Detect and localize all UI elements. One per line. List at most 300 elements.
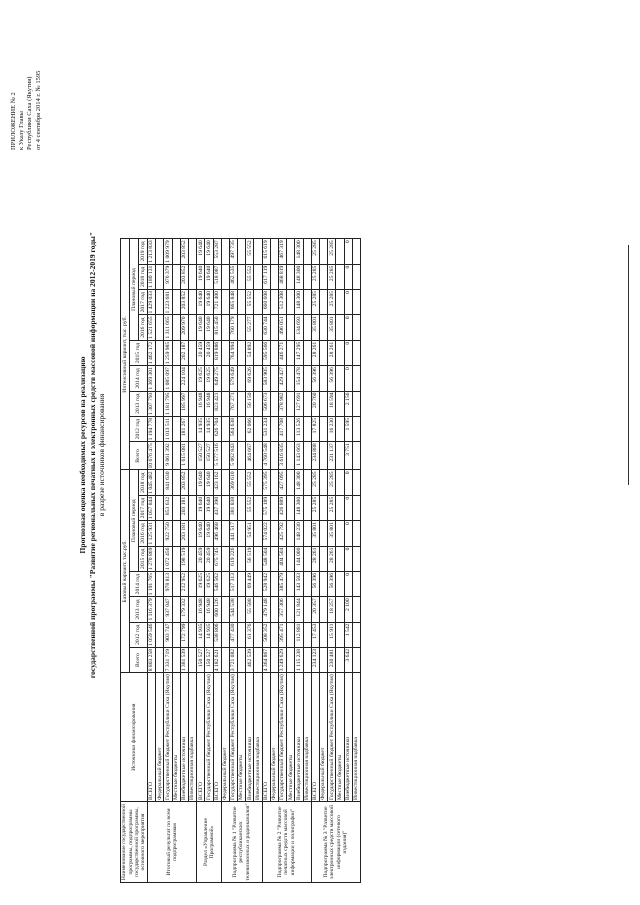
base-value-cell: 0: [344, 546, 352, 571]
intensive-value-cell: 462 535: [229, 264, 237, 289]
base-value-cell: [270, 470, 278, 495]
base-value-cell: [352, 521, 360, 546]
base-value-cell: 121 844: [295, 597, 303, 622]
year-header: 2018 год: [139, 264, 148, 289]
year-header: 2012 год: [130, 622, 148, 647]
base-value-cell: 528 942: [262, 572, 270, 597]
base-value-cell: 203 181: [180, 521, 188, 546]
intensive-value-cell: 518 087: [213, 264, 221, 289]
intensive-value-cell: [188, 442, 196, 470]
intensive-value-cell: [270, 366, 278, 391]
base-value-cell: [287, 572, 295, 597]
source-cell: Федеральный бюджет: [319, 673, 327, 802]
intensive-value-cell: 0: [344, 264, 352, 289]
intensive-value-cell: [221, 340, 229, 365]
intensive-value-cell: 1 180 131: [148, 265, 155, 289]
base-value-cell: 538 806: [213, 622, 221, 647]
intensive-value-cell: [238, 239, 246, 264]
table-row: [319, 239, 327, 883]
base-value-cell: [319, 546, 327, 571]
intensive-value-cell: 19 640: [197, 315, 205, 340]
intensive-value-cell: 583 905: [262, 366, 270, 391]
table-row: [197, 239, 205, 883]
base-value-cell: 575 395: [262, 470, 270, 495]
base-value-cell: [172, 597, 180, 622]
table-row: [205, 239, 213, 883]
base-value-cell: [156, 572, 164, 597]
base-value-cell: 148 230: [295, 521, 303, 546]
base-value-cell: [303, 572, 311, 597]
base-value-cell: 0: [344, 521, 352, 546]
intensive-value-cell: [303, 416, 311, 441]
base-value-cell: [319, 622, 327, 647]
intensive-value-cell: [319, 290, 327, 315]
base-value-cell: 441 517: [229, 521, 237, 546]
source-cell: Инвестиционная надбавка: [188, 673, 196, 802]
base-value-cell: [188, 470, 196, 495]
table-body: [148, 239, 361, 883]
year-header: 2018 год: [139, 470, 148, 495]
base-value-cell: 203 181: [180, 495, 188, 520]
intensive-value-cell: 660 608: [262, 290, 270, 315]
base-value-cell: 35 801: [311, 521, 319, 546]
intensive-value-cell: [188, 340, 196, 365]
base-value-cell: 198 519: [180, 546, 188, 571]
base-value-cell: 381 838: [229, 495, 237, 520]
base-value-cell: 1 072 456: [164, 547, 171, 570]
title-line-3: в разрезе источников финансирования: [97, 393, 106, 517]
intensive-value-cell: 35 801: [328, 315, 336, 340]
intensive-value-cell: 181 267: [180, 416, 188, 441]
intensive-value-cell: [336, 442, 344, 470]
intensive-value-cell: 148 300: [295, 239, 303, 264]
intensive-value-cell: [352, 416, 360, 441]
plan-period-header: Плановый период: [130, 470, 139, 572]
intensive-value-cell: 28 261: [328, 340, 336, 365]
intensive-value-cell: 150 527: [205, 442, 213, 470]
base-value-cell: [238, 470, 246, 495]
intensive-value-cell: 19 640: [205, 315, 213, 340]
intensive-value-cell: 20 459: [205, 340, 213, 365]
intensive-value-cell: [352, 239, 360, 264]
intensive-value-cell: [238, 290, 246, 315]
intensive-value-cell: 649 275: [213, 366, 221, 391]
base-value-cell: 841 630: [164, 470, 172, 495]
base-value-cell: [254, 647, 262, 672]
intensive-value-cell: [270, 340, 278, 365]
intensive-value-cell: 19 640: [205, 239, 213, 264]
base-value-cell: 404 504: [279, 546, 287, 571]
program-name-cell: Подпрограмма № 3 "Развитие электронных средств массовой информации (сетевого издания)": [311, 802, 360, 883]
base-value-cell: 546 562: [213, 572, 221, 597]
base-value-cell: 937 047: [164, 597, 172, 622]
intensive-value-cell: 1 259 985: [164, 341, 171, 365]
base-value-cell: 112 881: [295, 622, 303, 647]
year-header: 2017 год: [139, 290, 148, 315]
base-value-cell: [221, 597, 229, 622]
source-cell: Государственный бюджет Республики Саха (Якутия): [230, 674, 237, 800]
intensive-value-cell: [270, 264, 278, 289]
base-value-cell: 4 182 621: [213, 648, 220, 672]
intensive-value-cell: 25 285: [311, 290, 319, 315]
intensive-value-cell: [172, 442, 180, 470]
intensive-value-cell: 468 819: [279, 264, 287, 289]
intensive-value-cell: [221, 442, 229, 470]
intensive-value-cell: [254, 264, 262, 289]
base-value-cell: 423 162: [213, 470, 221, 495]
intensive-value-cell: [336, 416, 344, 441]
intensive-value-cell: [352, 442, 360, 470]
table-row: [270, 239, 278, 883]
intensive-value-cell: 55 552: [246, 239, 254, 264]
base-value-cell: 2 100: [344, 597, 352, 622]
intensive-value-cell: [352, 340, 360, 365]
intensive-value-cell: [336, 340, 344, 365]
intensive-value-cell: 56 396: [311, 366, 319, 391]
base-value-cell: [319, 470, 327, 495]
base-value-cell: 1 191 765: [148, 573, 155, 596]
source-cell: ВСЕГО: [213, 673, 221, 802]
base-value-cell: [287, 470, 295, 495]
table-row: [295, 239, 303, 883]
base-value-cell: [254, 470, 262, 495]
base-value-cell: 19 640: [197, 495, 205, 520]
intensive-value-cell: [221, 290, 229, 315]
intensive-value-cell: [188, 391, 196, 416]
base-variant-header: Базовый вариант, тыс.руб.: [121, 470, 130, 673]
base-value-cell: 55 552: [246, 470, 254, 495]
base-value-cell: [156, 647, 164, 672]
base-value-cell: [303, 521, 311, 546]
source-cell: Государственный бюджет Республики Саха (Якутия): [205, 674, 212, 800]
intensive-value-cell: [172, 340, 180, 365]
base-value-cell: 14 935: [205, 622, 213, 647]
intensive-value-cell: [287, 340, 295, 365]
base-value-cell: [221, 572, 229, 597]
intensive-value-cell: [303, 366, 311, 391]
intensive-value-cell: 19 640: [205, 264, 213, 289]
intensive-value-cell: 10 676 475: [148, 443, 155, 469]
table-row: [188, 239, 196, 883]
base-value-cell: 369 610: [229, 470, 237, 495]
base-value-cell: [287, 546, 295, 571]
base-value-cell: [303, 597, 311, 622]
intensive-value-cell: [238, 391, 246, 416]
base-value-cell: [221, 622, 229, 647]
base-value-cell: 508 352: [262, 622, 270, 647]
intensive-value-cell: 20 760: [311, 391, 319, 416]
intensive-value-cell: [221, 239, 229, 264]
base-value-cell: [156, 470, 164, 495]
base-value-cell: 600 126: [213, 597, 221, 622]
intensive-value-cell: 28 261: [311, 340, 319, 365]
intensive-value-cell: 564 638: [229, 416, 237, 441]
base-value-cell: 7 331 719: [164, 648, 171, 672]
base-value-cell: [352, 622, 360, 647]
intensive-value-cell: 185 997: [180, 391, 188, 416]
intensive-value-cell: 0: [344, 290, 352, 315]
intensive-value-cell: 19 640: [197, 239, 205, 264]
intensive-value-cell: 665 848: [229, 290, 237, 315]
base-value-cell: 19 625: [205, 572, 213, 597]
base-value-cell: [221, 546, 229, 571]
intensive-value-cell: 1 143 663: [295, 442, 303, 470]
base-value-cell: 427 095: [279, 470, 287, 495]
base-value-cell: 619 226: [229, 546, 237, 571]
base-value-cell: 978 813: [164, 572, 172, 597]
intensive-value-cell: [221, 366, 229, 391]
base-value-cell: [319, 647, 327, 672]
base-value-cell: 1 381 539: [181, 648, 188, 672]
base-value-cell: 55 552: [246, 495, 254, 520]
intensive-value-cell: 767 271: [229, 391, 237, 416]
intensive-variant-header: Интенсивный вариант, тыс. руб.: [121, 239, 130, 470]
base-value-cell: [336, 495, 344, 520]
base-value-cell: 56 519: [246, 546, 254, 571]
intensive-value-cell: 224 104: [180, 366, 188, 391]
title-line-2: государственной программы "Развитие региональных печатных и электронных средств массовой информации на 2012-2019 годы": [87, 231, 97, 679]
table-row: [246, 239, 254, 883]
intensive-value-cell: 113 526: [295, 416, 303, 441]
intensive-value-cell: 1 009 979: [164, 240, 171, 263]
intensive-value-cell: 497 735: [229, 239, 237, 264]
intensive-value-cell: 55 552: [246, 264, 254, 289]
intensive-value-cell: 630 744: [262, 315, 270, 340]
year-header: 2019 год: [139, 239, 148, 264]
base-value-cell: 56 396: [328, 572, 336, 597]
intensive-value-cell: 55 277: [246, 315, 254, 340]
intensive-value-cell: 5 062 843: [229, 442, 237, 470]
intensive-value-cell: 1 013 511: [164, 417, 171, 441]
intensive-value-cell: 0: [344, 315, 352, 340]
intensive-value-cell: [156, 340, 164, 365]
intensive-value-cell: [319, 340, 327, 365]
base-value-cell: 19 640: [197, 470, 205, 495]
base-value-cell: 230 481: [328, 647, 336, 672]
base-value-cell: 18 257: [328, 597, 336, 622]
stamp-line: Республики Саха (Якутия): [26, 76, 34, 150]
table-row: [279, 239, 287, 883]
table-row: [328, 239, 336, 883]
base-value-cell: [238, 597, 246, 622]
intensive-value-cell: [238, 442, 246, 470]
base-value-cell: [270, 572, 278, 597]
intensive-value-cell: [238, 366, 246, 391]
year-header: 2012 год: [130, 416, 148, 441]
base-value-cell: [270, 546, 278, 571]
intensive-value-cell: [336, 264, 344, 289]
intensive-value-cell: 147 295: [295, 340, 303, 365]
intensive-value-cell: 378 982: [279, 391, 287, 416]
intensive-value-cell: [156, 442, 164, 470]
intensive-value-cell: 617 119: [262, 264, 270, 289]
base-value-cell: 25 285: [328, 495, 336, 520]
base-value-cell: 19 640: [205, 495, 213, 520]
intensive-value-cell: 19 640: [197, 264, 205, 289]
base-value-cell: 14 935: [197, 622, 205, 647]
base-value-cell: [188, 622, 196, 647]
base-value-cell: [319, 572, 327, 597]
intensive-value-cell: 464 667: [246, 442, 254, 470]
base-value-cell: 462 539: [246, 647, 254, 672]
approval-stamp: [10, 10, 43, 150]
base-value-cell: 148 300: [295, 470, 303, 495]
stamp-line: ПРИЛОЖЕНИЕ № 2: [10, 92, 17, 150]
intensive-value-cell: 148 300: [295, 290, 303, 315]
intensive-value-cell: 1 311 665: [164, 316, 171, 339]
intensive-value-cell: [303, 442, 311, 470]
base-value-cell: [221, 521, 229, 546]
table-row: [254, 239, 262, 883]
intensive-value-cell: [221, 315, 229, 340]
col-source-header: Источники финансирования: [121, 673, 148, 802]
intensive-value-cell: 626 704: [213, 416, 221, 441]
intensive-value-cell: [352, 391, 360, 416]
table-row: [172, 239, 180, 883]
base-value-cell: 172 799: [180, 622, 188, 647]
intensive-value-cell: 595 566: [262, 340, 270, 365]
source-cell: ВСЕГО: [311, 673, 319, 802]
base-value-cell: [188, 597, 196, 622]
source-cell: Инвестиционная надбавка: [352, 673, 360, 802]
base-value-cell: [336, 470, 344, 495]
intensive-value-cell: [287, 391, 295, 416]
base-value-cell: 15 911: [328, 622, 336, 647]
base-value-cell: 28 261: [311, 546, 319, 571]
base-value-cell: [303, 495, 311, 520]
intensive-value-cell: 2 156: [344, 391, 352, 416]
base-value-cell: 675 745: [213, 546, 221, 571]
base-value-cell: 143 503: [295, 572, 303, 597]
base-value-cell: [303, 647, 311, 672]
year-header: 2016 год: [139, 521, 148, 546]
intensive-value-cell: [188, 315, 196, 340]
base-value-cell: [270, 622, 278, 647]
intensive-value-cell: 615 619: [262, 239, 270, 264]
intensive-value-cell: [221, 391, 229, 416]
intensive-value-cell: [287, 290, 295, 315]
base-value-cell: 20 357: [311, 597, 319, 622]
table-row: [336, 239, 344, 883]
intensive-value-cell: [319, 416, 327, 441]
base-value-cell: [172, 521, 180, 546]
base-value-cell: 0: [344, 470, 352, 495]
source-cell: Внебюджетные источники: [180, 673, 188, 802]
table-row: [238, 239, 246, 883]
base-value-cell: 4 364 867: [263, 648, 270, 672]
base-value-cell: [156, 495, 164, 520]
base-value-cell: [254, 597, 262, 622]
base-value-cell: 1 116 379: [148, 598, 155, 621]
intensive-value-cell: [188, 416, 196, 441]
intensive-value-cell: 3 616 835: [279, 442, 287, 470]
intensive-value-cell: [254, 340, 262, 365]
intensive-value-cell: 203 852: [180, 239, 188, 264]
base-value-cell: [352, 572, 360, 597]
base-value-cell: [238, 572, 246, 597]
base-value-cell: [156, 597, 164, 622]
base-value-cell: 28 261: [328, 546, 336, 571]
base-value-cell: 1 057 844: [148, 496, 155, 520]
base-value-cell: 3 721 082: [230, 648, 237, 672]
stamp-line: к Указу Главы: [18, 111, 26, 150]
intensive-value-cell: 18 594: [328, 391, 336, 416]
intensive-value-cell: [287, 315, 295, 340]
base-value-cell: 574 022: [262, 521, 270, 546]
intensive-value-cell: [221, 264, 229, 289]
intensive-value-cell: [254, 366, 262, 391]
intensive-value-cell: 19 625: [205, 366, 213, 391]
table-row: [180, 239, 188, 883]
intensive-value-cell: 25 285: [311, 264, 319, 289]
intensive-value-cell: [352, 315, 360, 340]
base-value-cell: 496 468: [213, 521, 221, 546]
base-value-cell: [319, 597, 327, 622]
base-value-cell: [352, 470, 360, 495]
intensive-value-cell: [352, 290, 360, 315]
base-value-cell: 203 852: [180, 470, 188, 495]
base-value-cell: [352, 546, 360, 571]
base-value-cell: 1 059 546: [148, 623, 155, 646]
intensive-value-cell: 3 751: [344, 442, 352, 470]
table-row: [164, 239, 172, 883]
year-header: 2013 год: [130, 597, 148, 622]
intensive-value-cell: [172, 391, 180, 416]
intensive-value-cell: 16 230: [328, 416, 336, 441]
intensive-value-cell: [188, 264, 196, 289]
base-value-cell: 55 588: [246, 597, 254, 622]
base-value-cell: [254, 495, 262, 520]
source-cell: Местные бюджеты: [336, 673, 344, 802]
base-value-cell: 1 270 869: [148, 547, 155, 570]
base-value-cell: [221, 647, 229, 672]
base-value-cell: 54 951: [246, 521, 254, 546]
document-title: [78, 215, 107, 695]
col-name-header: Наименование государственной программы, подпрограммы государственной программы, основного мероприятия: [121, 802, 148, 883]
intensive-value-cell: 0: [344, 239, 352, 264]
intensive-value-cell: 25 285: [328, 290, 336, 315]
program-name-cell: Подпрограмма № 2 "Развитие печатных средств массовой информации и полиграфии": [262, 802, 311, 883]
intensive-value-cell: [254, 416, 262, 441]
intensive-value-cell: 16 948: [197, 391, 205, 416]
source-cell: Внебюджетные источники: [246, 673, 254, 802]
intensive-value-cell: [172, 264, 180, 289]
intensive-value-cell: 1 213 833: [148, 240, 155, 263]
base-value-cell: [238, 647, 246, 672]
intensive-value-cell: [336, 290, 344, 315]
base-value-cell: 395 471: [279, 622, 287, 647]
intensive-value-cell: [270, 239, 278, 264]
base-value-cell: 0: [344, 572, 352, 597]
source-cell: Государственный бюджет Республики Саха (Якутия): [164, 674, 171, 800]
intensive-value-cell: [319, 442, 327, 470]
base-value-cell: 437 390: [213, 495, 221, 520]
program-name-cell: Раздел «Управление Программой»: [197, 802, 222, 883]
base-value-cell: [352, 495, 360, 520]
base-value-cell: 69 449: [246, 572, 254, 597]
intensive-value-cell: 14 935: [197, 416, 205, 441]
intensive-value-cell: [270, 315, 278, 340]
base-value-cell: [221, 470, 229, 495]
base-value-cell: 853 632: [164, 495, 172, 520]
table-row: [287, 239, 295, 883]
intensive-value-cell: 148 300: [295, 264, 303, 289]
base-value-cell: 17 453: [311, 622, 319, 647]
intensive-value-cell: 1 615 081: [180, 442, 188, 470]
intensive-value-cell: [336, 315, 344, 340]
intensive-value-cell: 496 051: [279, 315, 287, 340]
base-value-cell: [287, 521, 295, 546]
